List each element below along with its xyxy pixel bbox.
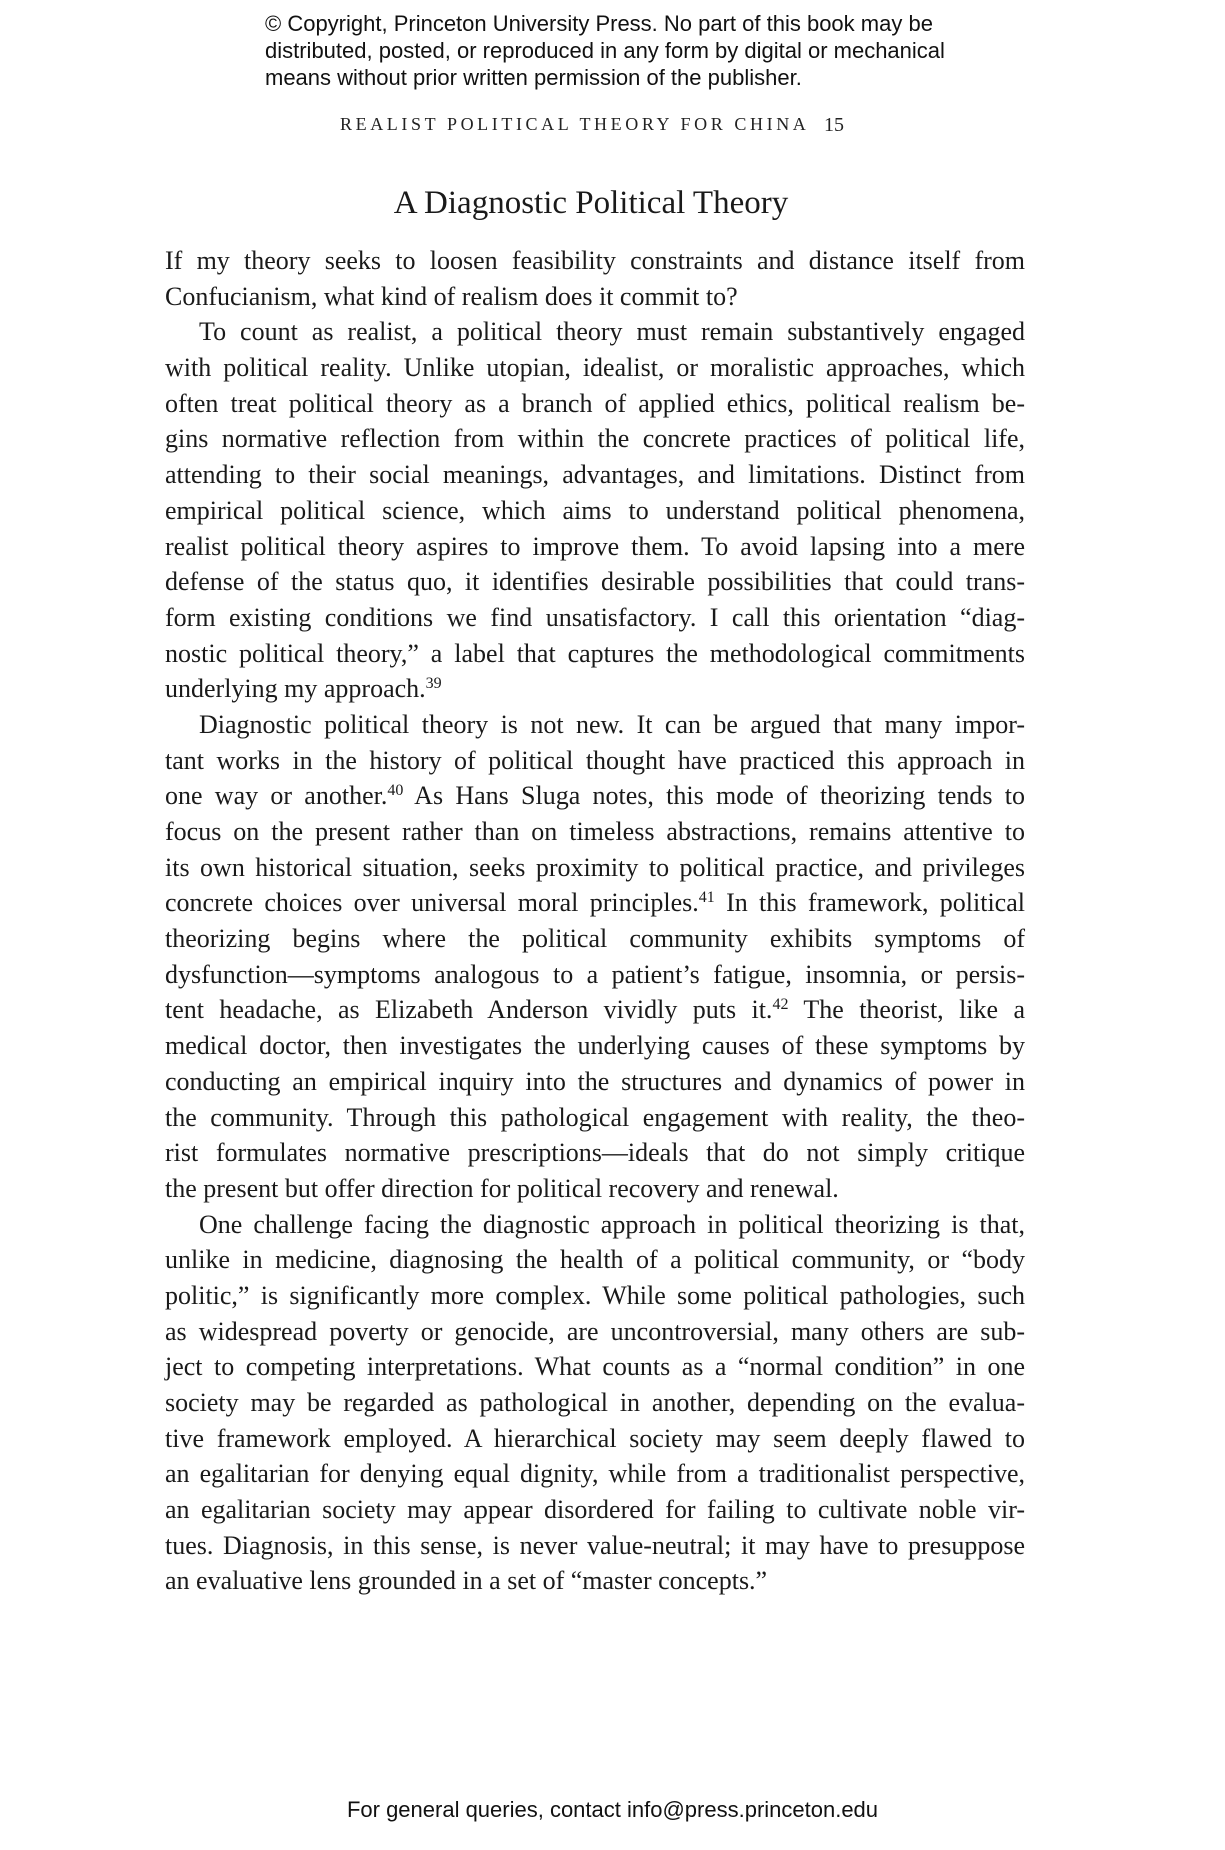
line-text: empirical political science, which aims to understand political phenomena, — [165, 495, 1025, 525]
line-text: concrete choices over universal moral principles. — [165, 888, 699, 918]
text-line — [165, 1492, 1025, 1528]
text-line — [165, 921, 1025, 957]
copyright-line: distributed, posted, or reproduced in any form by digital or mechanical — [265, 38, 945, 63]
body-text — [165, 243, 1025, 1599]
text-line — [165, 1456, 1025, 1492]
line-text: One challenge facing the diagnostic approach in political theorizing is that, — [199, 1209, 1025, 1239]
text-line — [165, 421, 1025, 457]
text-line — [165, 1242, 1025, 1278]
line-text: one way or another. — [165, 781, 388, 811]
text-line — [165, 314, 1025, 350]
text-line — [165, 778, 1025, 814]
text-line — [165, 529, 1025, 565]
text-line — [165, 1171, 1025, 1207]
line-text: its own historical situation, seeks proximity to political practice, and privileges — [165, 852, 1025, 882]
line-text: realist political theory aspires to improve them. To avoid lapsing into a mere — [165, 531, 1025, 561]
text-line — [165, 885, 1025, 921]
line-text: an evaluative lens grounded in a set of “master concepts.” — [165, 1566, 768, 1596]
line-text: often treat political theory as a branch of applied ethics, political realism be- — [165, 388, 1025, 418]
line-text: underlying my approach. — [165, 674, 426, 704]
text-line — [165, 957, 1025, 993]
text-line — [165, 493, 1025, 529]
text-line — [165, 1278, 1025, 1314]
text-line — [165, 1528, 1025, 1564]
text-line — [165, 671, 1025, 707]
line-text: an egalitarian for denying equal dignity, while from a traditionalist perspective, — [165, 1459, 1025, 1489]
text-line — [165, 1207, 1025, 1243]
line-text: with political reality. Unlike utopian, idealist, or moralistic approaches, which — [165, 353, 1025, 383]
line-text: the community. Through this pathological engagement with reality, the theo- — [165, 1102, 1025, 1132]
text-line — [165, 600, 1025, 636]
text-line — [165, 386, 1025, 422]
paragraph — [165, 707, 1025, 1207]
line-text: defense of the status quo, it identifies desirable possibilities that could trans- — [165, 567, 1025, 597]
line-text: form existing conditions we find unsatisfactory. I call this orientation “diag- — [165, 602, 1025, 632]
text-line — [165, 350, 1025, 386]
text-line — [165, 1314, 1025, 1350]
text-line — [165, 1385, 1025, 1421]
page-number: 15 — [824, 114, 844, 136]
line-text: conducting an empirical inquiry into the structures and dynamics of power in — [165, 1066, 1025, 1096]
line-text: ject to competing interpretations. What counts as a “normal condition” in one — [165, 1352, 1025, 1382]
line-text-continued: The theorist, like a — [788, 995, 1026, 1025]
line-text-continued: In this framework, political — [714, 888, 1025, 918]
text-line — [165, 707, 1025, 743]
line-text: the present but offer direction for political recovery and renewal. — [165, 1173, 839, 1203]
line-text: as widespread poverty or genocide, are uncontroversial, many others are sub- — [165, 1316, 1025, 1346]
line-text: gins normative reflection from within the concrete practices of political life, — [165, 424, 1025, 454]
line-text: nostic political theory,” a label that captures the methodological commitments — [165, 638, 1025, 668]
text-line — [165, 1028, 1025, 1064]
text-line — [165, 1421, 1025, 1457]
line-text: Diagnostic political theory is not new. It can be argued that many impor- — [199, 709, 1025, 739]
section-title: A Diagnostic Political Theory — [393, 185, 789, 221]
copyright-line: means without prior written permission of the publisher. — [265, 65, 802, 90]
line-text: tant works in the history of political thought have practiced this approach in — [165, 745, 1025, 775]
text-line — [165, 1135, 1025, 1171]
copyright-notice — [265, 10, 985, 91]
line-text-continued: As Hans Sluga notes, this mode of theorizing tends to — [403, 781, 1025, 811]
text-line — [165, 636, 1025, 672]
footnote-marker[interactable]: 39 — [425, 675, 442, 693]
line-text: an egalitarian society may appear disordered for failing to cultivate noble vir- — [165, 1495, 1025, 1525]
line-text: To count as realist, a political theory must remain substantively engaged — [199, 317, 1025, 347]
copyright-line: © Copyright, Princeton University Press. No part of this book may be — [265, 11, 933, 36]
footnote-marker[interactable]: 41 — [698, 889, 715, 907]
paragraph — [165, 1207, 1025, 1600]
text-line — [165, 992, 1025, 1028]
line-text: tues. Diagnosis, in this sense, is never value-neutral; it may have to presuppose — [165, 1530, 1025, 1560]
line-text: focus on the present rather than on timeless abstractions, remains attentive to — [165, 817, 1025, 846]
text-line — [165, 1100, 1025, 1136]
text-line — [165, 243, 1025, 279]
line-text: tive framework employed. A hierarchical society may seem deeply flawed to — [165, 1423, 1025, 1453]
text-line — [165, 814, 1025, 850]
text-line — [165, 564, 1025, 600]
text-line — [165, 1349, 1025, 1385]
footer-contact: For general queries, contact info@press.princeton.edu — [346, 1797, 879, 1822]
text-line — [165, 850, 1025, 886]
line-text: theorizing begins where the political community exhibits symptoms of — [165, 924, 1025, 954]
line-text: If my theory seeks to loosen feasibility constraints and distance itself from — [165, 246, 1025, 275]
line-text: dysfunction—symptoms analogous to a patient’s fatigue, insomnia, or persis- — [165, 959, 1025, 989]
text-line — [165, 743, 1025, 779]
text-line — [165, 1563, 1025, 1599]
line-text: attending to their social meanings, advantages, and limitations. Distinct from — [165, 460, 1025, 490]
line-text: medical doctor, then investigates the underlying causes of these symptoms by — [165, 1031, 1025, 1061]
line-text: politic,” is significantly more complex. While some political pathologies, such — [165, 1280, 1025, 1310]
footnote-marker[interactable]: 40 — [387, 782, 404, 800]
line-text: society may be regarded as pathological in another, depending on the evalua- — [165, 1388, 1025, 1417]
line-text: Confucianism, what kind of realism does it commit to? — [165, 281, 738, 311]
footnote-marker[interactable]: 42 — [772, 996, 789, 1014]
text-line — [165, 457, 1025, 493]
line-text: tent headache, as Elizabeth Anderson vividly puts it. — [165, 995, 773, 1025]
line-text: rist formulates normative prescriptions—ideals that do not simply critique — [165, 1138, 1025, 1168]
text-line — [165, 1064, 1025, 1100]
line-text: unlike in medicine, diagnosing the health of a political community, or “body — [165, 1245, 1025, 1275]
running-head: REALIST POLITICAL THEORY FOR CHINA — [340, 114, 810, 134]
text-line — [165, 279, 1025, 315]
paragraph — [165, 314, 1025, 707]
paragraph — [165, 243, 1025, 314]
